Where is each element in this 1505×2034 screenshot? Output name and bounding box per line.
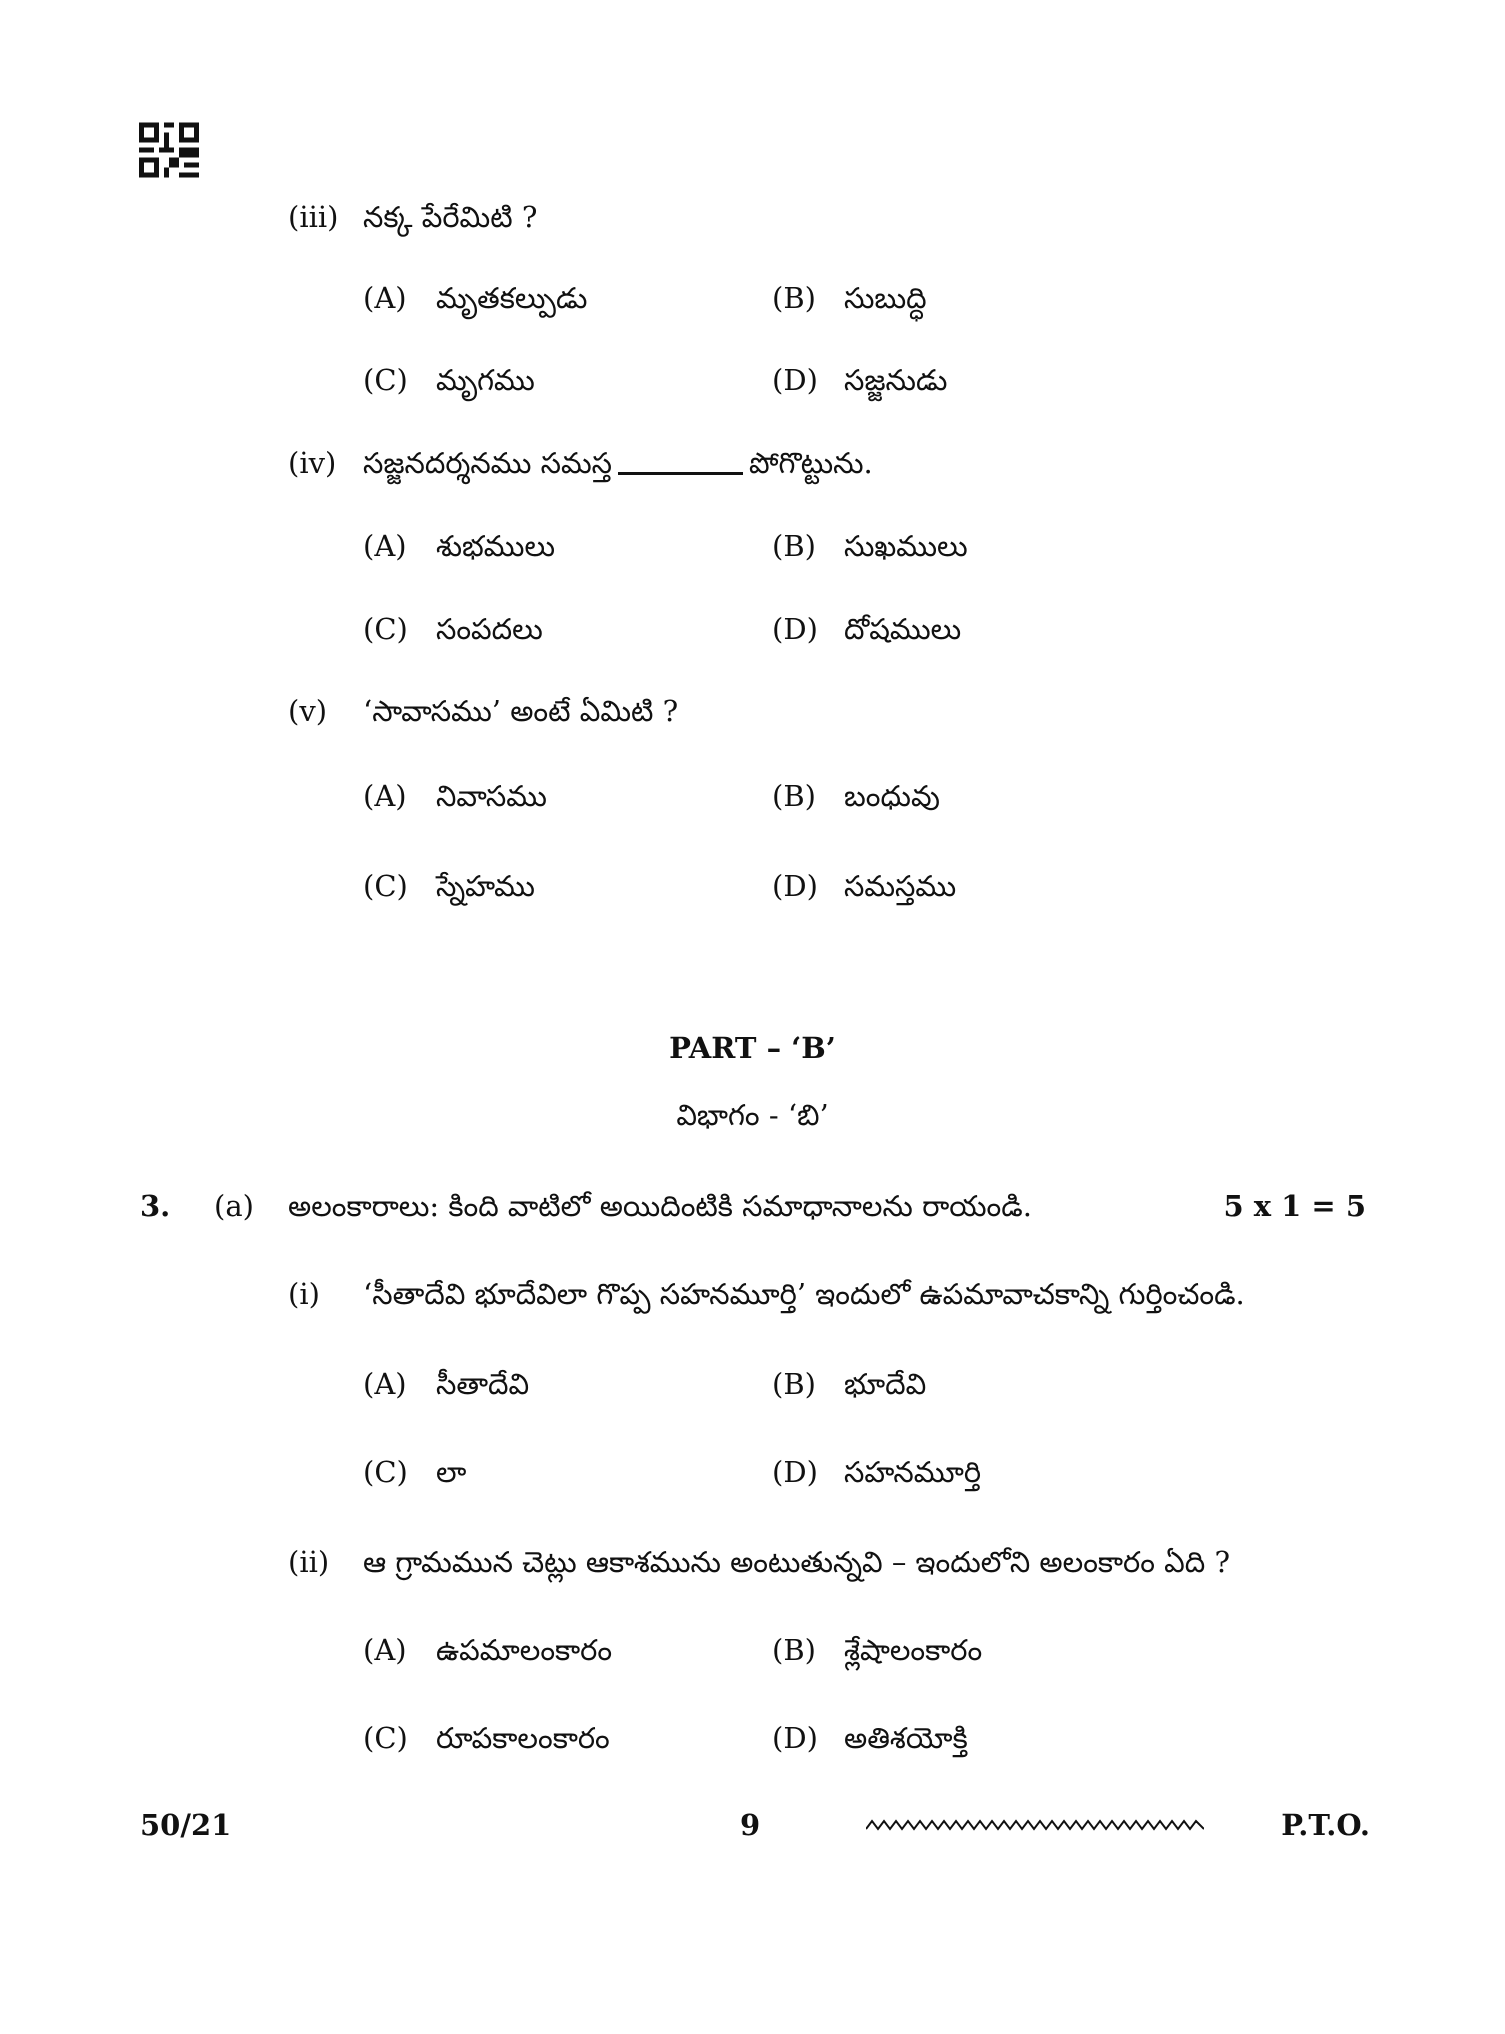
please-turn-over: P.T.O. <box>1281 1808 1370 1842</box>
page-number: 9 <box>740 1808 761 1842</box>
option-text: ఉపమాలంకారం <box>436 1633 613 1667</box>
question-number: (v) <box>288 694 328 728</box>
option-text: లా <box>436 1455 467 1489</box>
option-label: (B) <box>772 281 816 315</box>
paper-code: 50/21 <box>140 1808 232 1842</box>
option-label: (C) <box>363 363 408 397</box>
question-number: (iii) <box>288 200 339 234</box>
option-label: (B) <box>772 779 816 813</box>
option-text: మృతకల్పుడు <box>436 281 588 315</box>
option-text: సహనమూర్తి <box>844 1455 982 1489</box>
option-text: అతిశయోక్తి <box>844 1721 968 1755</box>
option-text: రూపకాలంకారం <box>436 1721 610 1755</box>
option-label: (D) <box>772 363 818 397</box>
option-label: (B) <box>772 1367 816 1401</box>
question-sub: (a) <box>214 1189 254 1223</box>
question-text: ఆ గ్రామమున చెట్లు ఆకాశమును అంటుతున్నవి – ఇందులోని అలంకారం ఏది ? <box>363 1545 1231 1579</box>
option-text: బంధువు <box>844 779 940 813</box>
option-text: సమస్తము <box>844 869 957 903</box>
option-label: (C) <box>363 869 408 903</box>
option-label: (A) <box>363 1367 407 1401</box>
question-number: (iv) <box>288 446 337 480</box>
option-text: దోషములు <box>844 612 962 646</box>
option-label: (B) <box>772 529 816 563</box>
option-text: సీతాదేవి <box>436 1367 530 1401</box>
question-number: 3. <box>140 1189 171 1223</box>
option-label: (D) <box>772 612 818 646</box>
option-label: (A) <box>363 281 407 315</box>
option-text: స్నేహము <box>436 869 535 903</box>
question-text <box>363 445 873 481</box>
option-text: సంపదలు <box>436 612 543 646</box>
wavy-line-decoration <box>866 1815 1204 1835</box>
question-number: (i) <box>288 1277 320 1311</box>
option-label: (A) <box>363 1633 407 1667</box>
option-label: (C) <box>363 1455 408 1489</box>
answer-blank <box>618 472 743 475</box>
marks: 5 x 1 = 5 <box>1223 1189 1366 1223</box>
option-text: సుబుద్ధి <box>844 281 927 315</box>
option-label: (C) <box>363 612 408 646</box>
question-text-after: పోగొట్టును. <box>749 446 873 480</box>
part-title-telugu: విభాగం - ‘బి’ <box>676 1098 829 1132</box>
part-title: PART – ‘B’ <box>669 1031 836 1065</box>
option-label: (A) <box>363 779 407 813</box>
question-number: (ii) <box>288 1545 330 1579</box>
option-label: (A) <box>363 529 407 563</box>
option-text: మృగము <box>436 363 535 397</box>
option-text: భూదేవి <box>844 1367 927 1401</box>
option-text: సుఖములు <box>844 529 968 563</box>
option-label: (D) <box>772 1455 818 1489</box>
option-label: (C) <box>363 1721 408 1755</box>
question-text: నక్క పేరేమిటి ? <box>363 200 538 234</box>
question-text: ‘సావాసము’ అంటే ఏమిటి ? <box>363 694 679 728</box>
question-text: ‘సీతాదేవి భూదేవిలా గొప్ప సహనమూర్తి’ ఇందులో ఉపమావాచకాన్ని గుర్తించండి. <box>363 1277 1245 1311</box>
option-text: సజ్జనుడు <box>844 363 948 397</box>
option-label: (D) <box>772 1721 818 1755</box>
qr-code-icon <box>139 122 199 178</box>
question-text-before: సజ్జనదర్శనము సమస్త <box>363 446 613 480</box>
option-text: శ్లేషాలంకారం <box>844 1633 983 1667</box>
option-label: (D) <box>772 869 818 903</box>
option-label: (B) <box>772 1633 816 1667</box>
option-text: నివాసము <box>436 779 547 813</box>
question-text: అలంకారాలు: కింది వాటిలో అయిదింటికి సమాధానాలను రాయండి. <box>288 1189 1032 1223</box>
option-text: శుభములు <box>436 529 556 563</box>
